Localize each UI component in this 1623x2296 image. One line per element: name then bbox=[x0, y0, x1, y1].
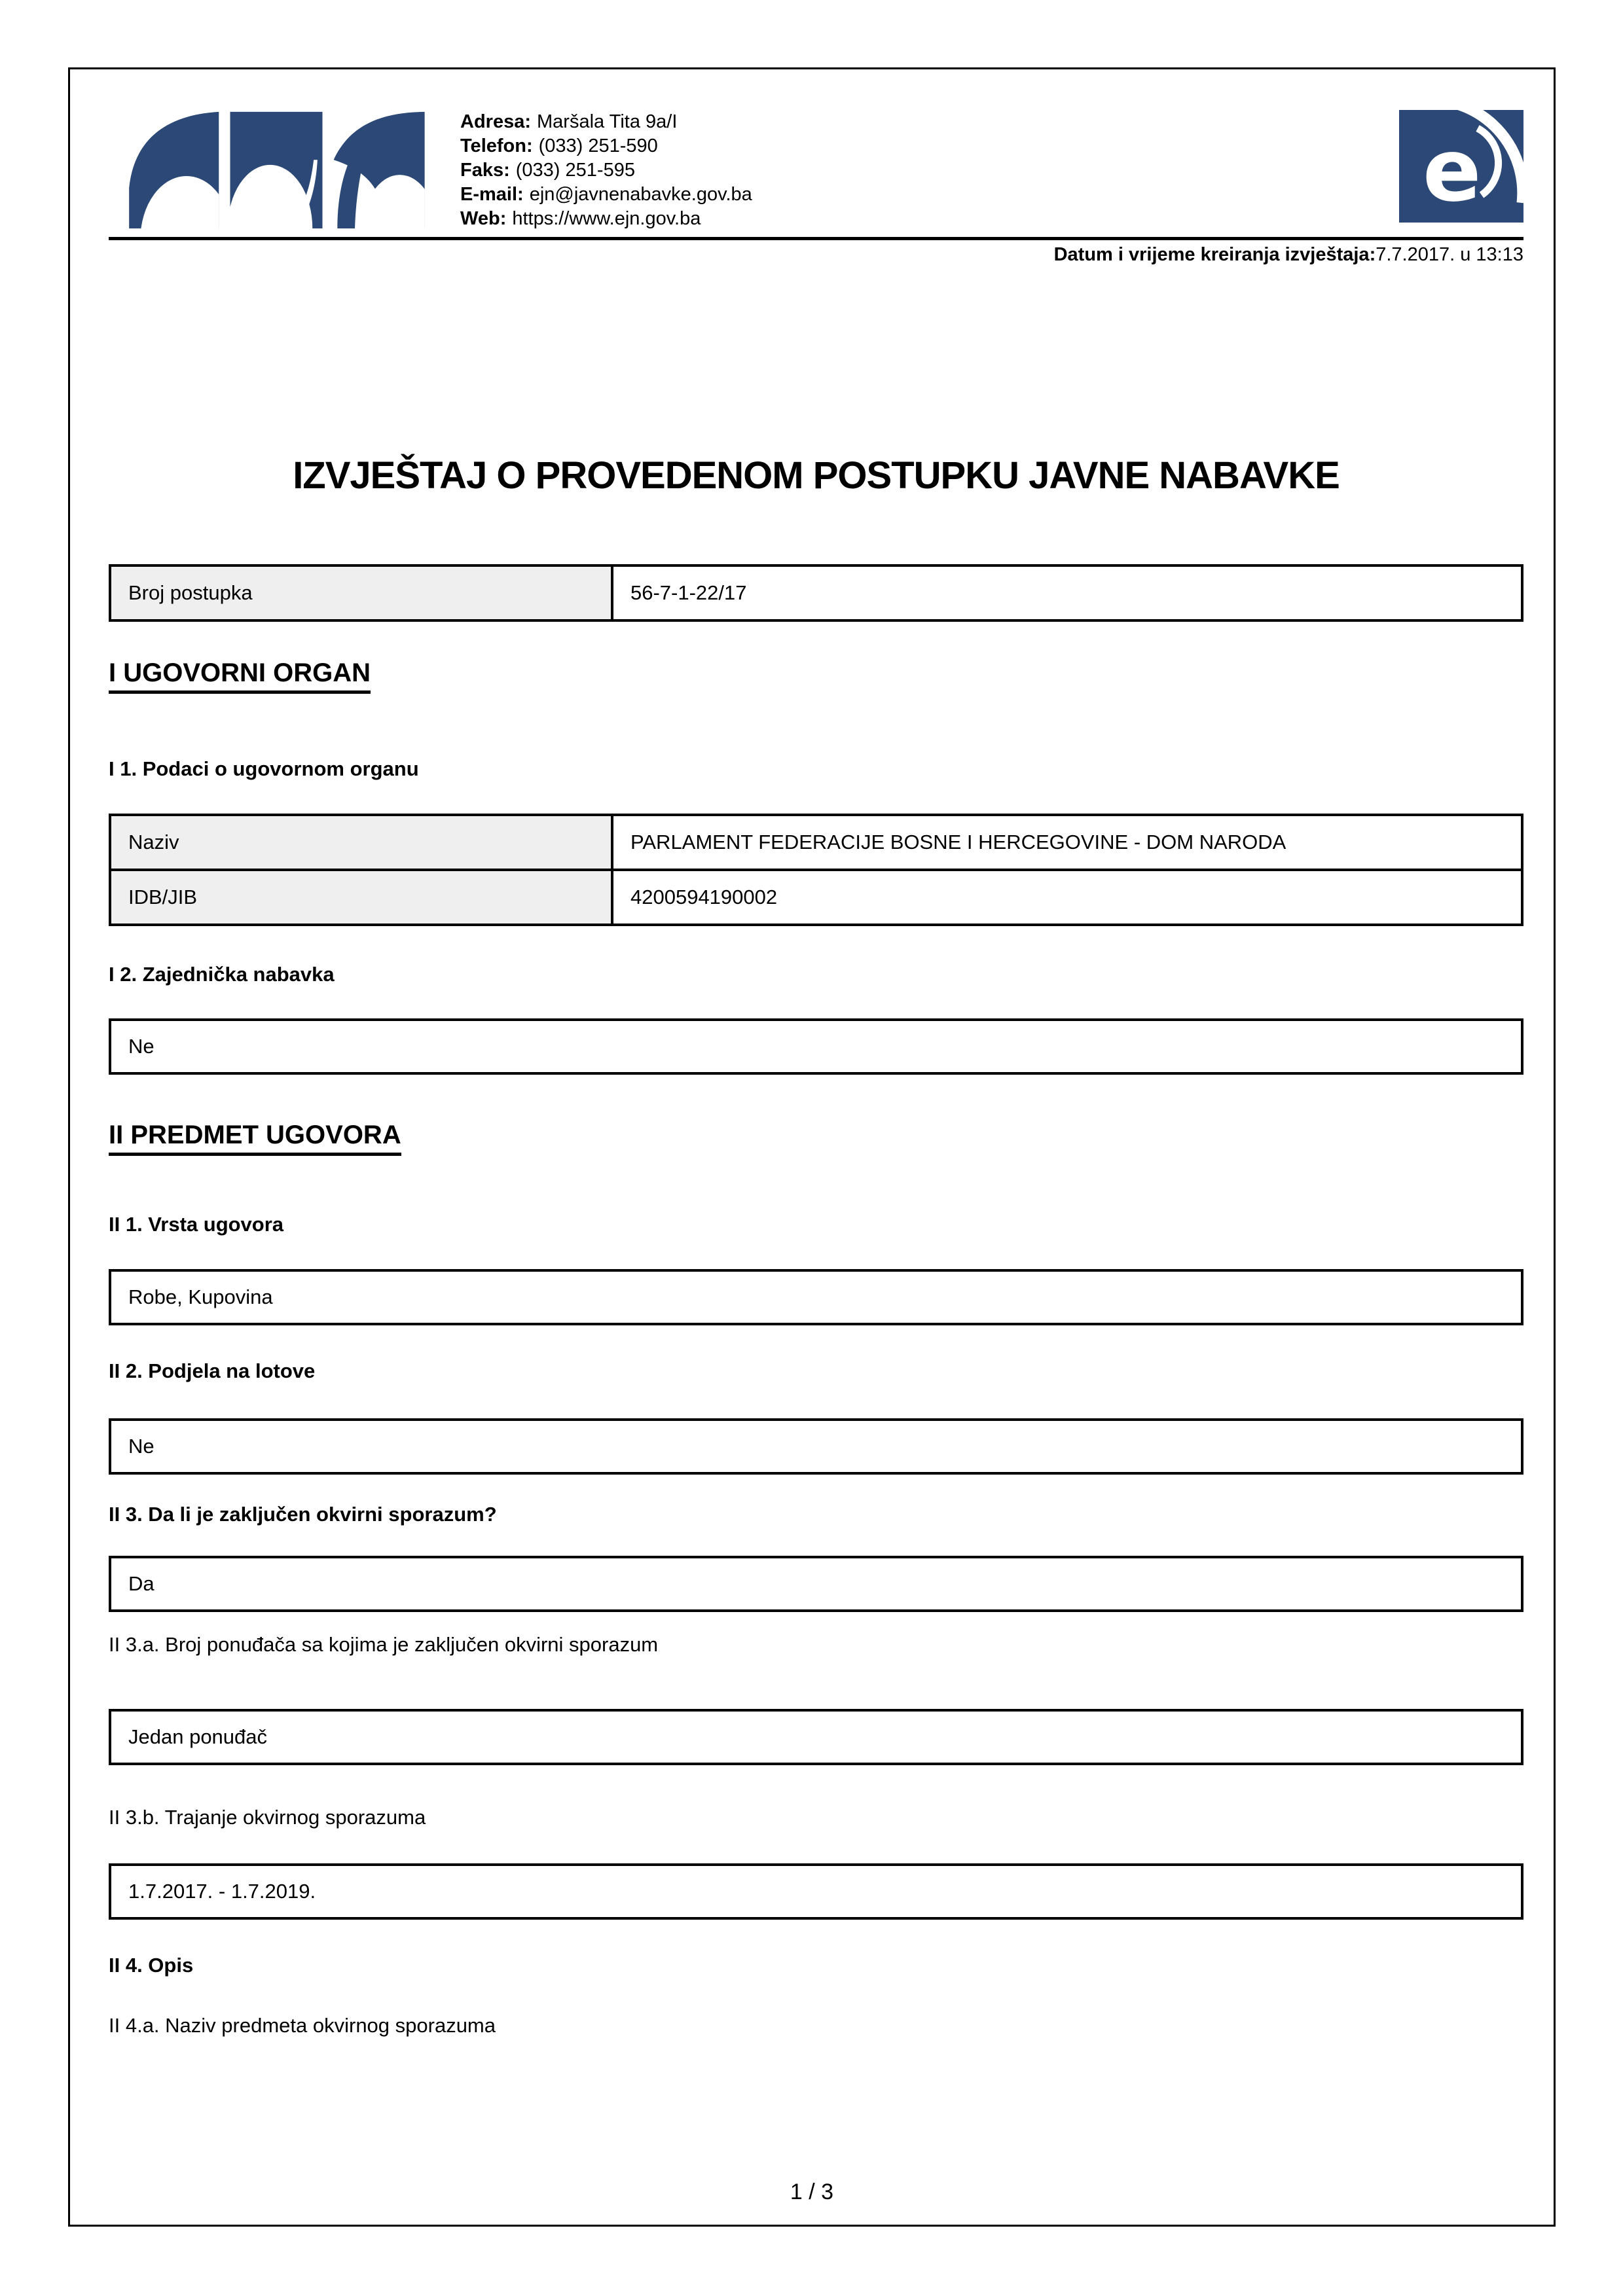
vrsta-ugovora-value: Robe, Kupovina bbox=[109, 1269, 1523, 1325]
page-number: 1 / 3 bbox=[790, 2179, 834, 2204]
section-2-heading: II PREDMET UGOVORA bbox=[109, 1120, 401, 1156]
email-label: E-mail: bbox=[460, 184, 524, 205]
dateline-label: Datum i vrijeme kreiranja izvještaja: bbox=[1053, 244, 1376, 265]
section-2-1-heading: II 1. Vrsta ugovora bbox=[109, 1213, 284, 1236]
contact-line-web bbox=[460, 207, 752, 231]
faks-value: (033) 251-595 bbox=[515, 160, 635, 181]
section-2-4a-heading: II 4.a. Naziv predmeta okvirnog sporazuma bbox=[109, 2014, 496, 2037]
table-row bbox=[111, 871, 1521, 924]
section-1-heading: I UGOVORNI ORGAN bbox=[109, 658, 371, 694]
contact-line-faks bbox=[460, 158, 752, 183]
idb-jib-value: 4200594190002 bbox=[613, 871, 1521, 924]
podjela-na-lotove-value: Ne bbox=[109, 1418, 1523, 1475]
header-divider bbox=[109, 237, 1523, 240]
telefon-value: (033) 251-590 bbox=[538, 135, 658, 156]
table-row bbox=[111, 816, 1521, 871]
trajanje-sporazuma-value: 1.7.2017. - 1.7.2019. bbox=[109, 1863, 1523, 1920]
broj-ponudjaca-value: Jedan ponuđač bbox=[109, 1709, 1523, 1765]
idb-jib-label: IDB/JIB bbox=[111, 871, 613, 924]
okvirni-sporazum-value: Da bbox=[109, 1556, 1523, 1612]
naziv-value: PARLAMENT FEDERACIJE BOSNE I HERCEGOVINE - DOM NARODA bbox=[613, 816, 1521, 869]
section-2-3b-heading: II 3.b. Trajanje okvirnog sporazuma bbox=[109, 1806, 426, 1829]
contact-line-telefon bbox=[460, 134, 752, 158]
web-label: Web: bbox=[460, 208, 507, 229]
ajn-agency-logo bbox=[126, 110, 426, 228]
ugovorni-organ-table bbox=[109, 814, 1523, 926]
section-2-2-heading: II 2. Podjela na lotove bbox=[109, 1359, 316, 1382]
report-title: IZVJEŠTAJ O PROVEDENOM POSTUPKU JAVNE NABAVKE bbox=[293, 454, 1340, 497]
table-row bbox=[111, 567, 1521, 619]
page-frame bbox=[68, 67, 1556, 2227]
dateline-value: 7.7.2017. u 13:13 bbox=[1376, 244, 1523, 265]
naziv-label: Naziv bbox=[111, 816, 613, 869]
adresa-label: Adresa: bbox=[460, 111, 531, 132]
adresa-value: Maršala Tita 9a/I bbox=[537, 111, 678, 132]
broj-postupka-table bbox=[109, 564, 1523, 622]
report-dateline bbox=[109, 243, 1523, 266]
section-2-4-heading: II 4. Opis bbox=[109, 1954, 194, 1977]
web-value: https://www.ejn.gov.ba bbox=[512, 208, 701, 229]
section-2-3a-heading: II 3.a. Broj ponuđača sa kojima je zaključen okvirni sporazum bbox=[109, 1633, 659, 1656]
svg-text:e: e bbox=[1423, 120, 1482, 221]
report-header bbox=[109, 110, 1523, 229]
ejn-portal-logo bbox=[1399, 110, 1523, 223]
faks-label: Faks: bbox=[460, 160, 510, 181]
zajednicka-nabavka-value: Ne bbox=[109, 1018, 1523, 1075]
contact-line-email bbox=[460, 183, 752, 207]
section-1-1-heading: I 1. Podaci o ugovornom organu bbox=[109, 757, 419, 780]
section-1-2-heading: I 2. Zajednička nabavka bbox=[109, 963, 335, 986]
contact-line-adresa bbox=[460, 110, 752, 134]
section-2-3-heading: II 3. Da li je zaključen okvirni sporazum? bbox=[109, 1503, 497, 1526]
agency-contact-block bbox=[460, 110, 752, 231]
broj-postupka-value: 56-7-1-22/17 bbox=[613, 567, 1521, 619]
telefon-label: Telefon: bbox=[460, 135, 533, 156]
broj-postupka-label: Broj postupka bbox=[111, 567, 613, 619]
email-value: ejn@javnenabavke.gov.ba bbox=[529, 184, 752, 205]
